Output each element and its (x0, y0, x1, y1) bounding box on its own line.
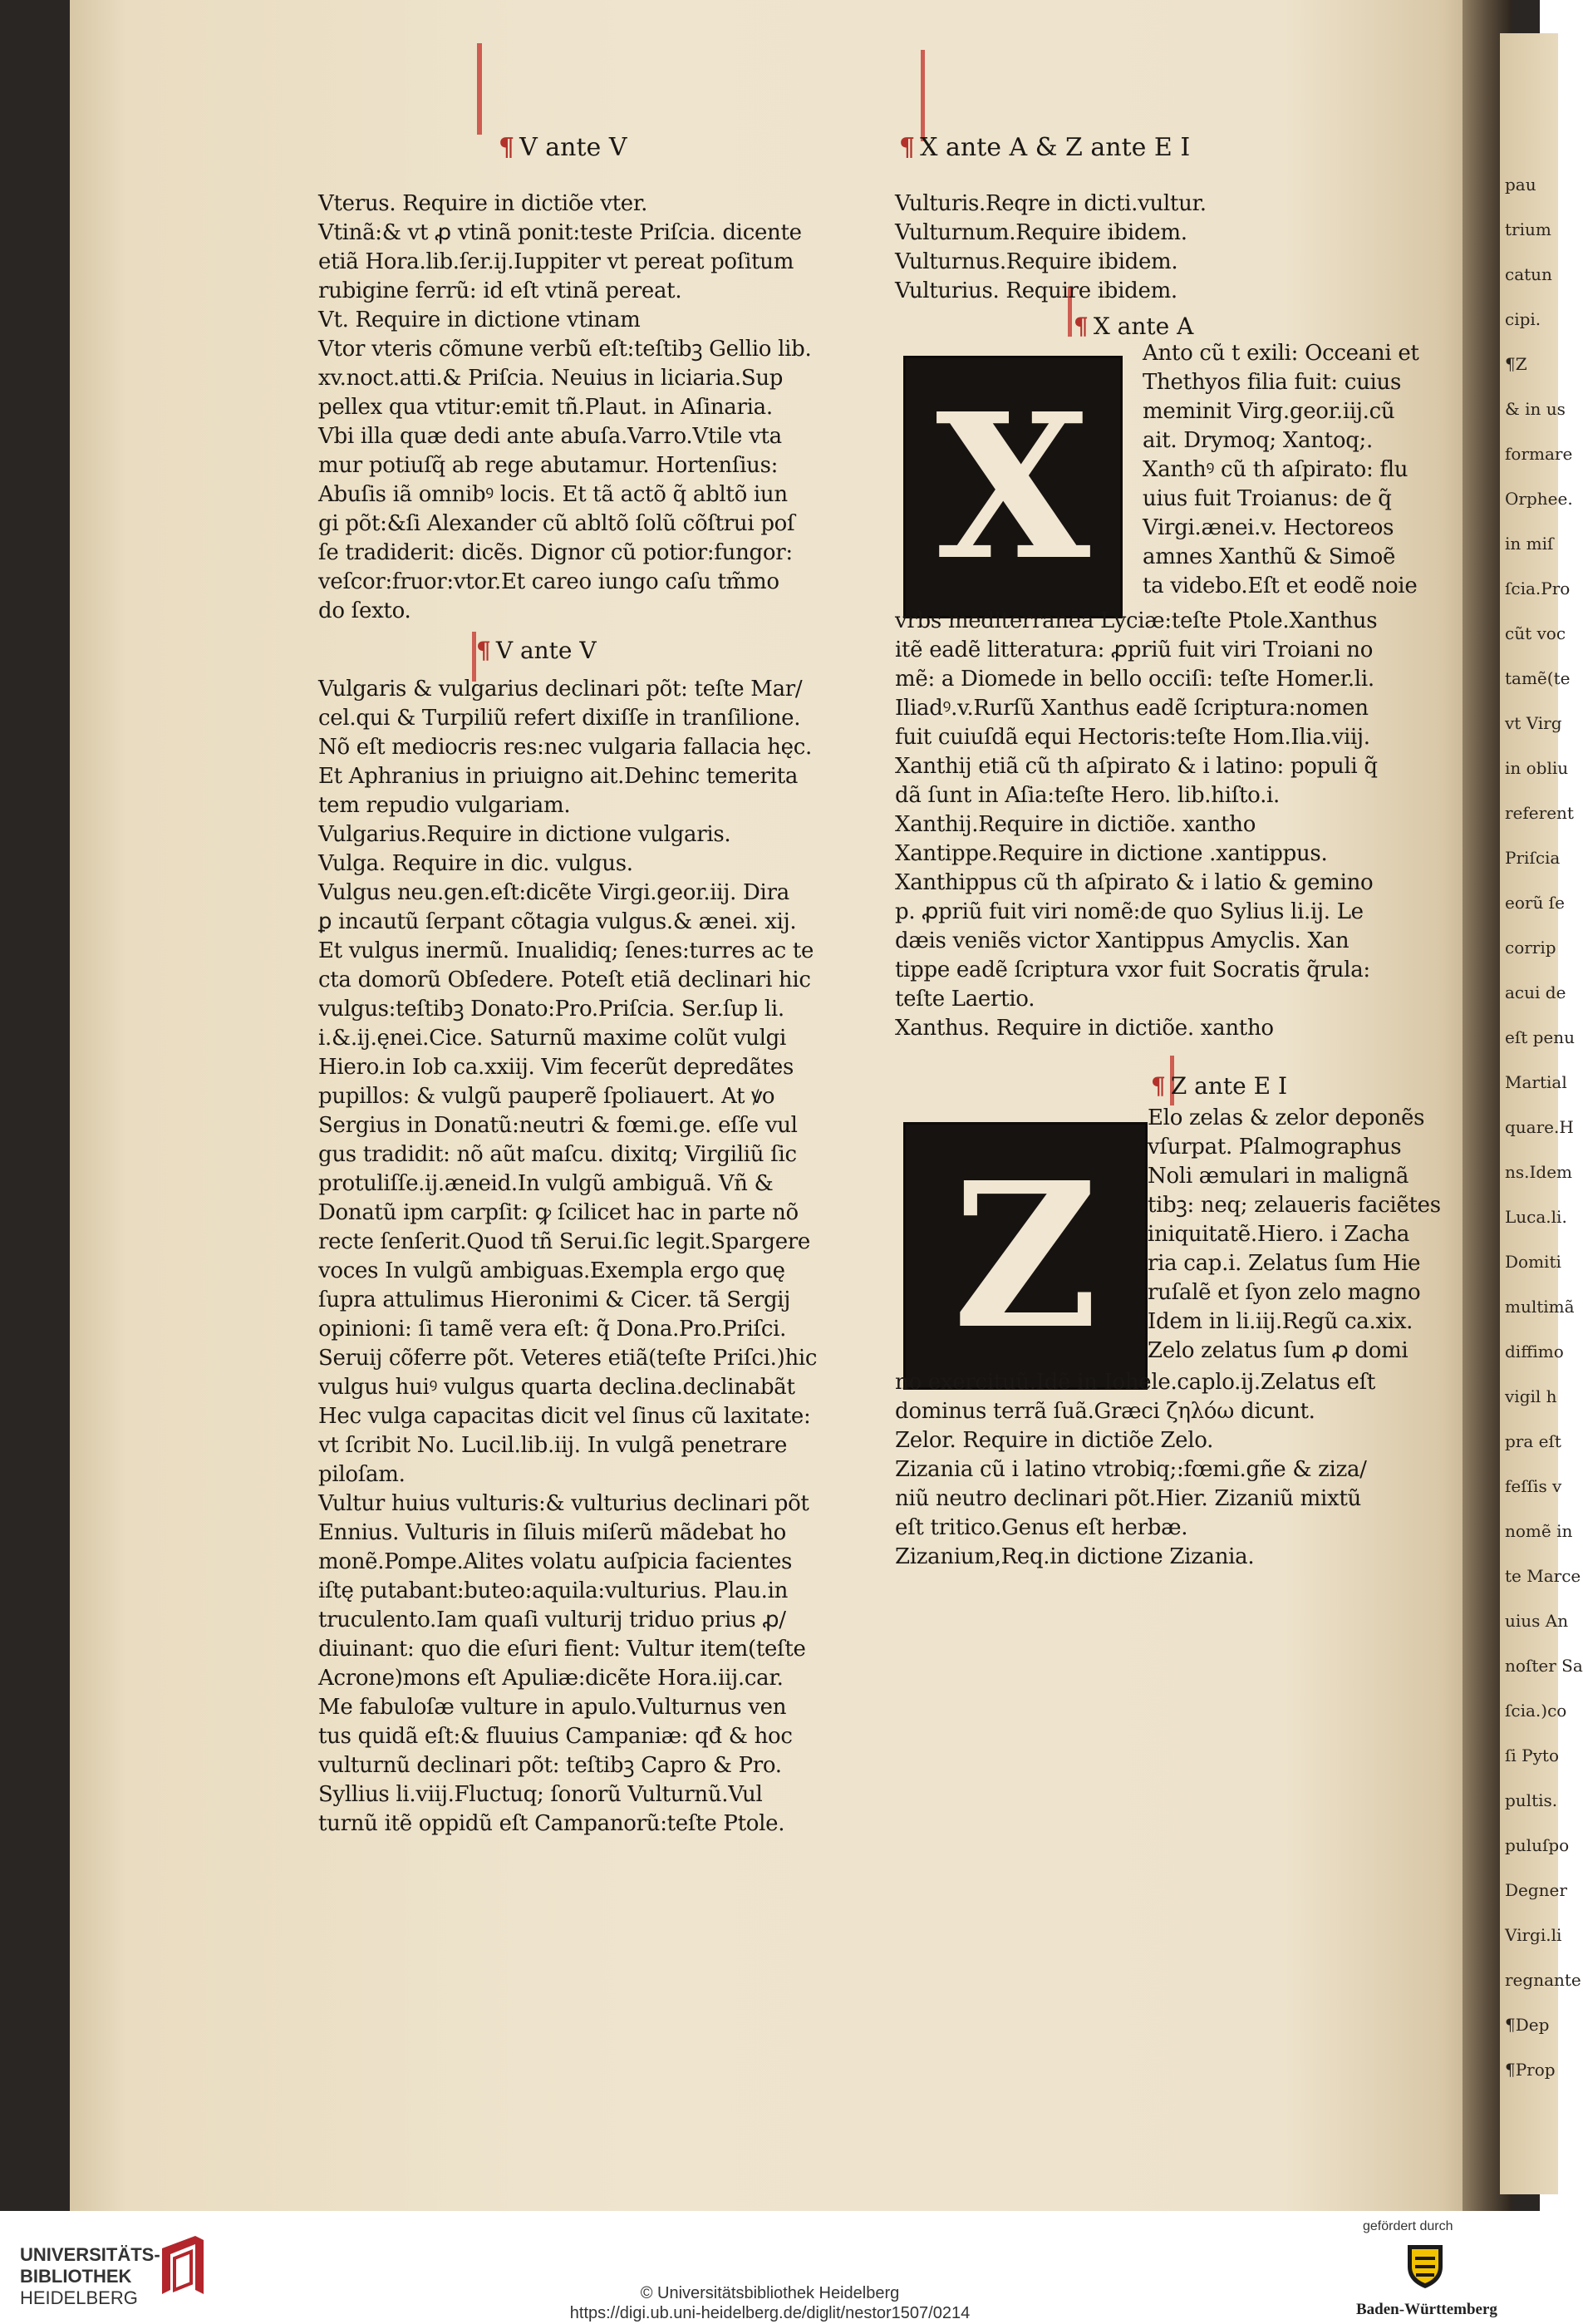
baden-wuerttemberg-emblem-icon[interactable] (1404, 2242, 1446, 2290)
text-line: Vtor vteris cõmune verbũ eſt:teſtibꝫ Gellio lib. (318, 337, 812, 362)
text-line: pupillos: & vulgũ pauperẽ ſpoliauert. At ꝟo (318, 1084, 775, 1109)
text-line: Anto cũ t exili: Occeani et (1143, 341, 1419, 366)
text-line: rubigine ferrũ: id eſt vtinã pereat. (318, 278, 682, 303)
text-line: vt ſcribit No. Lucil.lib.iij. In vulgã penetrare (318, 1433, 788, 1458)
text-line: Vulturnus.Require ibidem. (895, 249, 1178, 274)
text-line: ruſalẽ et ſyon zelo magno (1148, 1280, 1421, 1305)
text-line: ſe tradiderit: dicẽs. Dignor cũ potior:fungor: (318, 540, 793, 565)
text-line: itẽ eadẽ litteratura: ꝓpriũ fuit viri Troiani no (895, 638, 1374, 662)
next-page-fragment: ſcia.)co (1505, 1701, 1567, 1721)
next-page-fragment: acui de (1505, 982, 1566, 1002)
text-line: Vulturis.Reqre in dicti.vultur. (895, 191, 1207, 216)
text-line: Nõ eſt mediocris res:nec vulgaria fallacia hęc. (318, 735, 812, 760)
text-line: Xantippe.Require in dictione .xantippus. (895, 841, 1328, 866)
next-page-fragment: diffimo (1505, 1342, 1564, 1361)
next-page-fragment: Martial (1505, 1072, 1567, 1092)
text-line: recte ſenſerit.Quod tñ Serui.ſic legit.Spargere (318, 1229, 811, 1254)
text-line: dæis veniẽs victor Xantippus Amyclis. Xan (895, 928, 1349, 953)
next-page-fragment: pultis. (1505, 1790, 1558, 1810)
text-line: vulturnũ declinari põt: teſtibꝫ Capro & Pro. (318, 1753, 782, 1778)
next-page-fragment: referent (1505, 803, 1574, 823)
next-page-fragment: vigil h (1505, 1386, 1557, 1406)
woodcut-initial-x (903, 356, 1123, 618)
next-page-fragment: catun (1505, 264, 1552, 284)
next-page-fragment: ¶Dep (1505, 2015, 1550, 2035)
next-page-fragment: multimã (1505, 1297, 1575, 1317)
text-line: Zizania cũ i latino vtrobiq;:fœmi.gñe & ziza/ (895, 1457, 1367, 1482)
text-line: Xanthꝰ cũ th aſpirato: flu (1143, 457, 1408, 482)
text-line: vulgus huiꝰ vulgus quarta declina.declinabãt (318, 1375, 795, 1400)
text-line: piloſam. (318, 1462, 406, 1487)
next-page-fragment: Degner (1505, 1880, 1567, 1900)
text-line: Hec vulga capacitas dicit vel ſinus cũ laxitate: (318, 1404, 811, 1429)
text-line: Acrone)mons eſt Apuliæ:dicẽte Hora.iij.car. (318, 1666, 784, 1691)
next-page-fragment: puluſpo (1505, 1835, 1570, 1855)
next-page-fragment: ſcia.Pro (1505, 579, 1571, 598)
next-page-fragment: ¶Prop (1505, 2060, 1556, 2080)
text-line: eſt tritico.Genus eſt herbæ. (895, 1515, 1188, 1540)
text-line: Iliadꝰ.v.Rurſũ Xanthus eadẽ ſcriptura:nomen (895, 696, 1369, 721)
text-line: Thethyos filia fuit: cuius (1143, 370, 1402, 395)
text-line: Vulturius. Require ibidem. (895, 278, 1177, 303)
next-page-fragment: pau (1505, 175, 1536, 194)
text-line: Vulturnum.Require ibidem. (895, 220, 1187, 245)
text-line: dominus terrã ſuã.Græci ζηλόω dicunt. (895, 1399, 1315, 1424)
text-line: Vbi illa quæ dedi ante abuſa.Varro.Vtile vta (318, 424, 782, 449)
permalink-url[interactable]: https://digi.ub.uni-heidelberg.de/diglit/nestor1507/0214 (569, 2304, 971, 2322)
next-page-fragment: ¶Z (1505, 354, 1527, 374)
text-line: amnes Xanthũ & Simoẽ (1143, 544, 1396, 569)
right-heading-x-text: X ante A (1093, 313, 1194, 340)
right-heading-top (899, 133, 1190, 162)
text-line: etiã Hora.lib.ſer.ij.Iuppiter vt pereat poſitum (318, 249, 794, 274)
text-line: ꝑ incautũ ſerpant cõtagia vulgus.& ænei. xij. (318, 909, 797, 934)
next-page-fragment: & in us (1505, 399, 1566, 419)
logo-line-2: BIBLIOTHEK (20, 2266, 132, 2287)
next-page-fragment: in obliu (1505, 758, 1569, 778)
text-line: pellex qua vtitur:emit tñ.Plaut. in Aſinaria. (318, 395, 773, 420)
text-line: cel.qui & Turpiliũ refert dixiſſe in tranſilione. (318, 706, 801, 731)
text-line: Seruij cõferre põt. Veteres etiã(teſte Priſci.)hic (318, 1346, 818, 1371)
right-heading-top-text: X ante A & Z ante E I (920, 133, 1191, 162)
text-line: turnũ itẽ oppidũ eſt Campanorũ:teſte Ptole. (318, 1811, 785, 1836)
next-page-fragment: cũt voc (1505, 623, 1566, 643)
text-line: tem repudio vulgariam. (318, 793, 571, 818)
text-line: Xanthij.Require in dictiõe. xantho (895, 812, 1256, 837)
text-line: ria cap.i. Zelatus ſum Hie (1148, 1251, 1421, 1276)
funded-by-label: gefördert durch (1363, 2219, 1453, 2233)
pilcrow-icon: ¶ (1074, 313, 1089, 340)
text-line: fuit cuiuſdã equi Hectoris:teſte Hom.Ilia.viij. (895, 725, 1370, 750)
text-line: Zelor. Require in dictiõe Zelo. (895, 1428, 1214, 1453)
next-page-fragment: te Marce (1505, 1566, 1581, 1586)
next-page-fragment: trium (1505, 219, 1551, 239)
next-page-fragment: uius An (1505, 1611, 1569, 1631)
text-line: Virgi.ænei.v. Hectoreos (1143, 515, 1394, 540)
text-line: gus tradidit: nõ aũt maſcu. dixitq; Virgiliũ ſic (318, 1142, 797, 1167)
next-page-fragment: cipi. (1505, 309, 1541, 329)
text-line: veſcor:fruor:vtor.Et careo iungo caſu tm̃mo (318, 569, 779, 594)
text-line: protuliſſe.ij.æneid.In vulgũ ambiguã. Vñ & (318, 1171, 774, 1196)
pilcrow-icon: ¶ (499, 133, 515, 162)
text-line: tippe eadẽ ſcriptura vxor fuit Socratis q̃rula: (895, 958, 1370, 982)
next-page-fragment: Priſcia (1505, 848, 1561, 868)
text-line: voces In vulgũ ambiguas.Exempla ergo quę (318, 1258, 785, 1283)
text-line: Elo zelas & zelor deponẽs (1148, 1105, 1425, 1130)
text-line: Noli æmulari in malignã (1148, 1164, 1409, 1189)
text-line: dã ſunt in Aſia:teſte Hero. lib.hiſto.i. (895, 783, 1281, 808)
next-page-fragment: Domiti (1505, 1252, 1561, 1272)
text-line: uius fuit Troianus: de q̃ (1143, 486, 1392, 511)
next-page-fragment: eſt penu (1505, 1027, 1576, 1047)
next-page-fragment: quare.H (1505, 1117, 1574, 1137)
pilcrow-icon: ¶ (899, 133, 916, 162)
next-page-fragment: vt Virg (1505, 713, 1562, 733)
text-line: diuinant: quo die eſuri fient: Vultur item(teſte (318, 1637, 806, 1662)
text-line: teſte Laertio. (895, 987, 1035, 1012)
text-line: mẽ: a Diomede in bello occiſi: teſte Homer.li. (895, 667, 1374, 692)
text-line: Vultur huius vulturis:& vulturius declinari põt (318, 1491, 809, 1516)
text-line: Vt. Require in dictione vtinam (318, 308, 641, 332)
text-line: vrbs mediterranea Lyciæ:teſte Ptole.Xanthus (895, 608, 1378, 633)
text-line: tus quidã eſt:& fluuius Campaniæ: qđ & hoc (318, 1724, 793, 1749)
text-line: Et vulgus inermũ. Inualidiq; ſenes:turres ac te (318, 938, 814, 963)
left-heading-2 (476, 637, 597, 664)
next-page-fragment: eorũ ſe (1505, 893, 1565, 913)
next-page-fragment: Virgi.li (1505, 1925, 1562, 1945)
next-page-fragment: ns.Idem (1505, 1162, 1573, 1182)
next-page-fragment: in miſ (1505, 534, 1554, 554)
next-page-fragment: feſſis v (1505, 1476, 1562, 1496)
text-line: Et Aphranius in priuigno ait.Dehinc temerita (318, 764, 799, 789)
text-line: Me fabuloſæ vulture in apulo.Vulturnus ven (318, 1695, 787, 1720)
text-line: Zelo zelatus ſum ꝓ domi (1148, 1338, 1408, 1363)
text-line: opinioni: ſi tamẽ vera eſt: q̃ Dona.Pro.Priſci. (318, 1317, 787, 1342)
text-line: tibꝫ: neq; zelaueris faciẽtes (1148, 1193, 1441, 1218)
rubric-mark (477, 43, 482, 135)
text-line: Syllius li.viij.Fluctuq; ſonorũ Vulturnũ.Vul (318, 1782, 763, 1807)
funder-name: Baden-Württemberg (1356, 2301, 1497, 2318)
rubric-mark (921, 50, 925, 141)
text-line: truculento.Iam quaſi vulturij triduo prius ꝓ/ (318, 1608, 786, 1632)
text-line: Xanthij etiã cũ th aſpirato & i latino: populi q̃ (895, 754, 1378, 779)
text-line: Vulga. Require in dic. vulgus. (318, 851, 633, 876)
text-line: do ſexto. (318, 598, 411, 623)
text-line: Xanthippus cũ th aſpirato & i latio & gemino (895, 870, 1374, 895)
woodcut-initial-z (903, 1122, 1148, 1390)
left-heading-1-text: V ante V (519, 133, 627, 162)
next-page-fragment: tamẽ(te (1505, 668, 1571, 688)
text-line: monẽ.Pompe.Alites volatu auſpicia facientes (318, 1549, 793, 1574)
text-line: Vterus. Require in dictiõe vter. (318, 191, 648, 216)
text-line: p. ꝓpriũ fuit viri nomẽ:de quo Sylius li.ij. Le (895, 899, 1364, 924)
left-heading-1 (499, 133, 627, 162)
text-line: meminit Virg.geor.iij.cũ (1143, 399, 1395, 424)
text-line: ta videbo.Eſt et eodẽ noie (1143, 574, 1418, 598)
text-line: iniquitatẽ.Hiero. i Zacha (1148, 1222, 1410, 1247)
right-heading-x (1074, 313, 1193, 340)
text-line: Zizanium,Req.in dictione Zizania. (895, 1544, 1255, 1569)
text-line: Hiero.in Iob ca.xxiij. Vim fecerũt depredãtes (318, 1055, 794, 1080)
text-line: Idem in li.iij.Regũ ca.xix. (1148, 1309, 1413, 1334)
text-line: xv.noct.atti.& Priſcia. Neuius in liciaria.Sup (318, 366, 784, 391)
text-line: Abuſis iã omnibꝰ locis. Et tã actõ q̃ abltõ iun (318, 482, 788, 507)
next-page-fragments (1500, 175, 1583, 2169)
text-line: ſupra attulimus Hieronimi & Cicer. tã Sergij (318, 1288, 791, 1312)
initial-z-letter: Z (952, 1139, 1099, 1373)
text-line: vſurpat. Pſalmographus (1148, 1135, 1402, 1160)
logo-line-3: HEIDELBERG (20, 2287, 138, 2308)
text-line: iſtę putabant:buteo:aquila:vulturius. Plau.in (318, 1578, 789, 1603)
next-page-fragment: nomẽ in (1505, 1521, 1573, 1541)
next-page-fragment: Luca.li. (1505, 1207, 1567, 1227)
text-line: mur potiuſq̃ ab rege abutamur. Hortenſius: (318, 453, 779, 478)
text-line: no exercituũ.Idẽ in Iohele.caplo.ij.Zelatus eſt (895, 1370, 1376, 1395)
copyright-notice: © Universitätsbibliothek Heidelberg (640, 2284, 900, 2302)
next-page-fragment: noſter Sa (1505, 1656, 1583, 1676)
right-heading-z-text: Z ante E I (1170, 1072, 1288, 1100)
text-line: i.&.ij.ęnei.Cice. Saturnũ maxime colũt vulgi (318, 1026, 787, 1051)
next-page-fragment: ſi Pyto (1505, 1745, 1559, 1765)
text-line: Vulgaris & vulgarius declinari põt: teſte Mar/ (318, 677, 803, 702)
text-line: Xanthus. Require in dictiõe. xantho (895, 1016, 1274, 1041)
text-line: ait. Drymoq; Xantoq;. (1143, 428, 1373, 453)
text-line: cta domorũ Obſedere. Poteſt etiã declinari hic (318, 968, 811, 992)
text-line: Vulgarius.Require in dictione vulgaris. (318, 822, 731, 847)
text-line: Sergius in Donatũ:neutri & fœmi.ge. eſſe vul (318, 1113, 798, 1138)
next-page-fragment: formare (1505, 444, 1573, 464)
next-page-fragment: pra eſt (1505, 1431, 1561, 1451)
right-heading-z (1151, 1072, 1287, 1100)
text-line: Ennius. Vulturis in ſiluis miſerũ mãdebat ho (318, 1520, 787, 1545)
text-line: niũ neutro declinari põt.Hier. Zizaniũ mixtũ (895, 1486, 1361, 1511)
text-line: vulgus:teſtibꝫ Donato:Pro.Priſcia. Ser.ſup li. (318, 997, 784, 1022)
text-line: Donatũ ipm carpſit: ꝙ ſcilicet hac in parte nõ (318, 1200, 799, 1225)
initial-x-letter: X (935, 370, 1091, 604)
next-page-fragment: Orphee. (1505, 489, 1573, 509)
text-line: Vulgus neu.gen.eſt:dicẽte Virgi.geor.iij. Dira (318, 880, 789, 905)
next-page-fragment: corrip (1505, 938, 1556, 958)
logo-line-1: UNIVERSITÄTS- (20, 2244, 160, 2265)
pilcrow-icon: ¶ (1151, 1072, 1166, 1100)
left-heading-2-text: V ante V (495, 637, 597, 664)
text-line: Vtinã:& vt ꝓ vtinã ponit:teste Priſcia. dicente (318, 220, 802, 245)
next-page-fragment: regnante (1505, 1970, 1581, 1990)
pilcrow-icon: ¶ (476, 637, 491, 664)
text-line: gi põt:&ſi Alexander cũ abltõ ſolũ cõſtrui poſ (318, 511, 795, 536)
